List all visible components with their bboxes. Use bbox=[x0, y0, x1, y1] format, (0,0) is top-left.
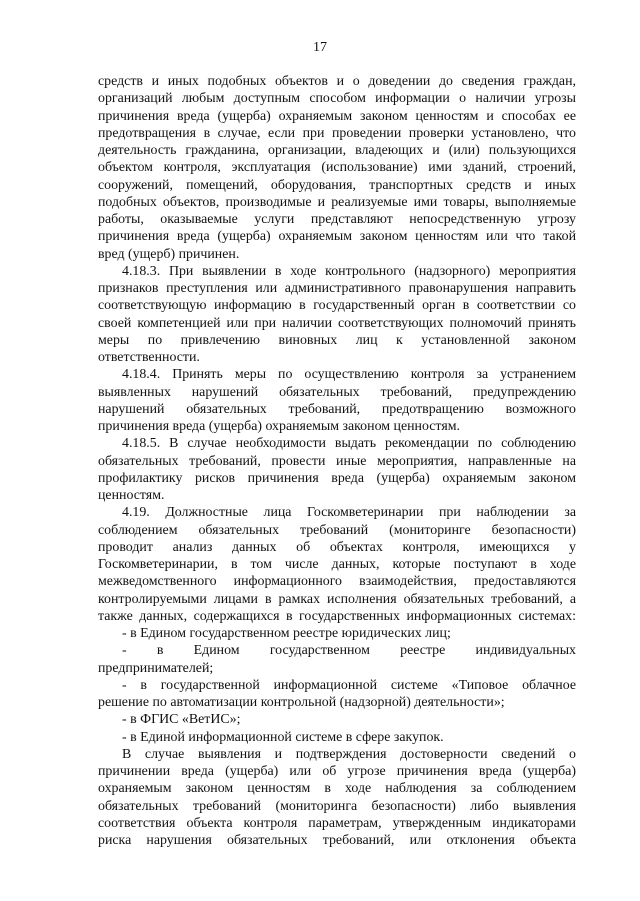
text-line: - в Едином государственном реестре юридических лиц; bbox=[122, 626, 451, 641]
text-line: Госкомветеринарии, в том числе данных, которые поступают в ходе bbox=[98, 557, 576, 572]
text-line: проводит анализ данных об объектах контроля, имеющихся у bbox=[98, 539, 576, 555]
text-line: предпринимателей; bbox=[98, 660, 214, 676]
text-line: - в государственной информационной системе «Типовое облачное bbox=[122, 677, 576, 693]
text-line: меры по привлечению виновных лиц к установленной законом bbox=[98, 332, 576, 348]
text-line: обязательных требований (мониторинга безопасности) либо выявления bbox=[98, 798, 576, 814]
text-line: 4.19. Должностные лица Госкомветеринарии при наблюдении за bbox=[122, 505, 576, 521]
text-line: - в Единой информационной системе в сфере закупок. bbox=[122, 729, 444, 745]
text-line: риска нарушения обязательных требований, или отклонения объекта bbox=[98, 833, 576, 848]
text-line: соответствующую информацию в государственный орган в соответствии со bbox=[98, 298, 576, 314]
text-line: организаций любым доступным способом информации о наличии угрозы bbox=[98, 91, 576, 107]
text-line: сооружений, помещений, оборудования, транспортных средств и иных bbox=[98, 177, 576, 193]
text-line: контролируемыми лицами в рамках исполнения обязательных требований, а bbox=[98, 591, 576, 607]
text-line: ответственности. bbox=[98, 350, 200, 365]
text-line: признаков преступления или административного правонарушения направить bbox=[98, 281, 576, 296]
text-line: работы, оказываемые услуги представляют непосредственную угрозу bbox=[98, 212, 576, 227]
text-line: средств и иных подобных объектов и о доведении до сведения граждан, bbox=[98, 74, 576, 89]
text-line: 4.18.3. При выявлении в ходе контрольного (надзорного) мероприятия bbox=[122, 263, 576, 279]
text-line: причинения вреда (ущерба) охраняемым законом ценностям и способах ее bbox=[98, 108, 576, 124]
text-line: соблюдением обязательных требований (мониторинге безопасности) bbox=[98, 522, 576, 538]
text-line: 4.18.4. Принять меры по осуществлению контроля за устранением bbox=[122, 367, 576, 383]
text-line: межведомственного информационного взаимодействия, предоставляются bbox=[98, 574, 576, 590]
text-line: также данных, содержащихся в государственных информационных системах: bbox=[98, 608, 576, 624]
text-line: В случае выявления и подтверждения достоверности сведений о bbox=[122, 746, 576, 762]
text-line: причинении вреда (ущерба) или об угрозе причинения вреда (ущерба) bbox=[98, 764, 576, 779]
text-line: профилактику рисков причинения вреда (ущерба) охраняемым законом bbox=[98, 470, 576, 486]
text-line: ценностям. bbox=[98, 488, 165, 503]
text-line: своей компетенцией или при наличии соответствующих полномочий принять bbox=[98, 315, 576, 331]
page-number: 17 bbox=[313, 40, 327, 55]
text-line: нарушений обязательных требований, предотвращению возможного bbox=[98, 401, 576, 417]
text-line: - в ФГИС «ВетИС»; bbox=[122, 712, 241, 728]
text-line: решение по автоматизации контрольной (надзорной) деятельности»; bbox=[98, 695, 505, 710]
text-line: обязательных требований, провести иные мероприятия, направленные на bbox=[98, 453, 576, 469]
text-line: причинения вреда (ущерба) охраняемым законом ценностям или что такой bbox=[98, 229, 576, 245]
text-line: предотвращения в случае, если при проведении проверки установлено, что bbox=[98, 125, 576, 141]
text-line: деятельность гражданина, организации, владеющих и (или) пользующихся bbox=[98, 143, 576, 158]
text-line: вред (ущерб) причинен. bbox=[98, 246, 240, 262]
text-line: выявленных нарушений обязательных требований, предупреждению bbox=[98, 384, 576, 400]
text-line: охраняемым законом ценностям в ходе наблюдения за соблюдением bbox=[98, 781, 576, 797]
text-line: объектом контроля, эксплуатация (использование) ими зданий, строений, bbox=[98, 160, 576, 176]
body-text bbox=[98, 73, 576, 849]
text-line: 4.18.5. В случае необходимости выдать рекомендации по соблюдению bbox=[122, 436, 576, 452]
text-line: подобных объектов, производимые и реализуемые ими товары, выполняемые bbox=[98, 194, 576, 210]
text-line: соответствия объекта контроля параметрам, утвержденным индикаторами bbox=[98, 815, 576, 831]
text-line: - в Едином государственном реестре индивидуальных bbox=[122, 643, 576, 659]
text-line: причинения вреда (ущерба) охраняемым законом ценностям. bbox=[98, 419, 460, 434]
